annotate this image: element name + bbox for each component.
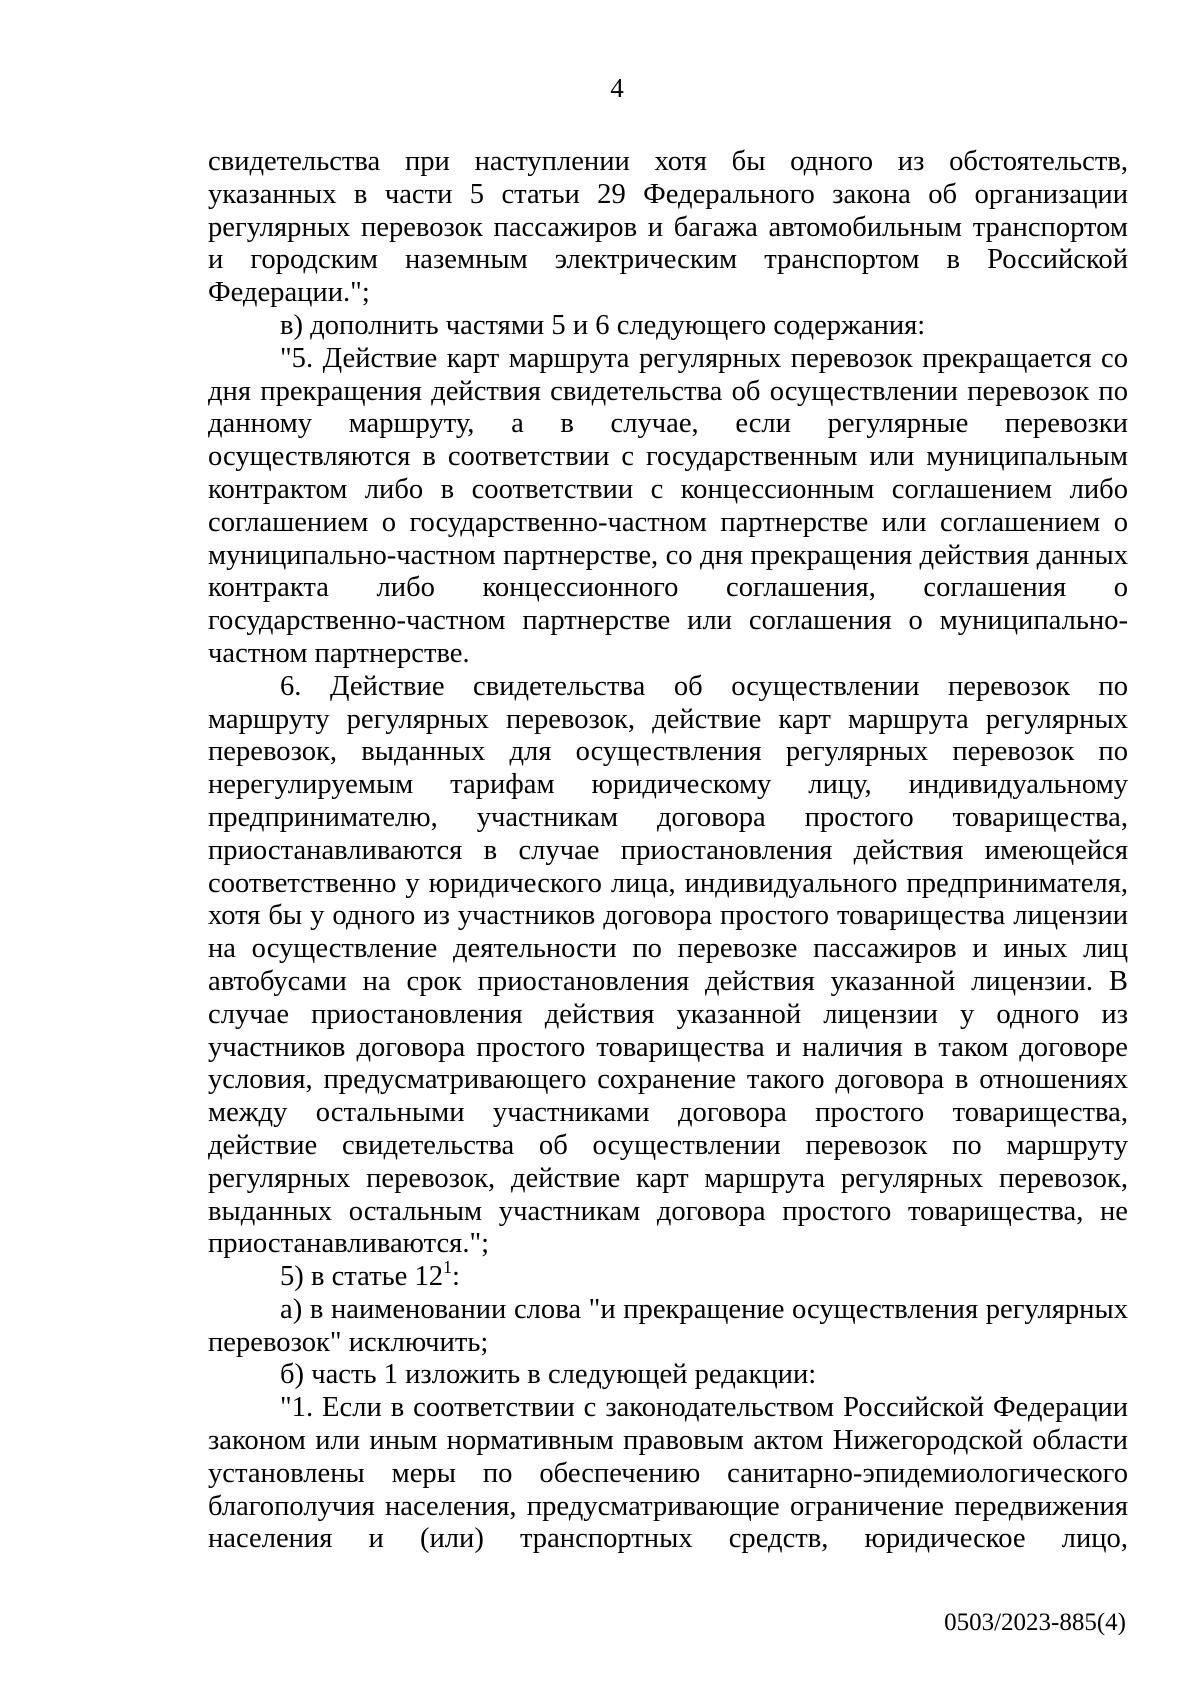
paragraph-article-ref: [208, 1256, 1128, 1294]
paragraph: "5. Действие карт маршрута регулярных перевозок прекращается со дня прекращения действия свидетельства об осуществлении перевозок по данному маршруту, а в случае, если регулярные перевозки осуществляются в соответствии с государственным или муниципальным контрактом либо в соответствии с концессионным соглашением либо соглашением о государственно-частном партнерстве или соглашением о муниципально-частном партнерстве, со дня прекращения действия данных контракта либо концессионного соглашения, соглашения о государственно-частном партнерстве или соглашения о муниципально-частном партнерстве.: [208, 342, 1128, 669]
paragraph-suffix: :: [451, 1261, 460, 1293]
paragraph: б) часть 1 изложить в следующей редакции:: [280, 1359, 817, 1391]
document-body: [208, 146, 1128, 1556]
paragraph-text: 5) в статье 12: [280, 1261, 444, 1293]
paragraph: "1. Если в соответствии с законодательством Российской Федерации законом или иным нормативным правовым актом Нижегородской области установлены меры по обеспечению санитарно-эпидемиологического благополучия населения, предусматривающие ограничение передвижения населения и (или) транспортных средств, юридическое лицо,: [208, 1392, 1128, 1555]
paragraph: в) дополнить частями 5 и 6 следующего содержания:: [280, 309, 926, 341]
superscript: 1: [443, 1256, 452, 1277]
document-code: 0503/2023-885(4): [944, 1609, 1126, 1636]
paragraph: 6. Действие свидетельства об осуществлении перевозок по маршруту регулярных перевозок, действие карт маршрута регулярных перевозок, выданных для осуществления регулярных перевозок по нерегулируемым тарифам юридическому лицу, индивидуальному предпринимателю, участникам договора простого товарищества, приостанавливаются в случае приостановления действия имеющейся соответственно у юридического лица, индивидуального предпринимателя, хотя бы у одного из участников договора простого товарищества лицензии на осуществление деятельности по перевозке пассажиров и иных лиц автобусами на срок приостановления действия указанной лицензии. В случае приостановления действия указанной лицензии у одного из участников договора простого товарищества и наличия в таком договоре условия, предусматривающего сохранение такого договора в отношениях между остальными участниками договора простого товарищества, действие свидетельства об осуществлении перевозок по маршруту регулярных перевозок, действие карт маршрута регулярных перевозок, выданных остальным участникам договора простого товарищества, не приостанавливаются.";: [208, 670, 1128, 1260]
paragraph: а) в наименовании слова "и прекращение осуществления регулярных перевозок" исключить;: [208, 1293, 1128, 1358]
paragraph: свидетельства при наступлении хотя бы одного из обстоятельств, указанных в части 5 статьи 29 Федерального закона об организации регулярных перевозок пассажиров и багажа автомобильным транспортом и городским наземным электрическим транспортом в Российской Федерации.";: [208, 146, 1128, 309]
page-number: 4: [610, 73, 624, 103]
